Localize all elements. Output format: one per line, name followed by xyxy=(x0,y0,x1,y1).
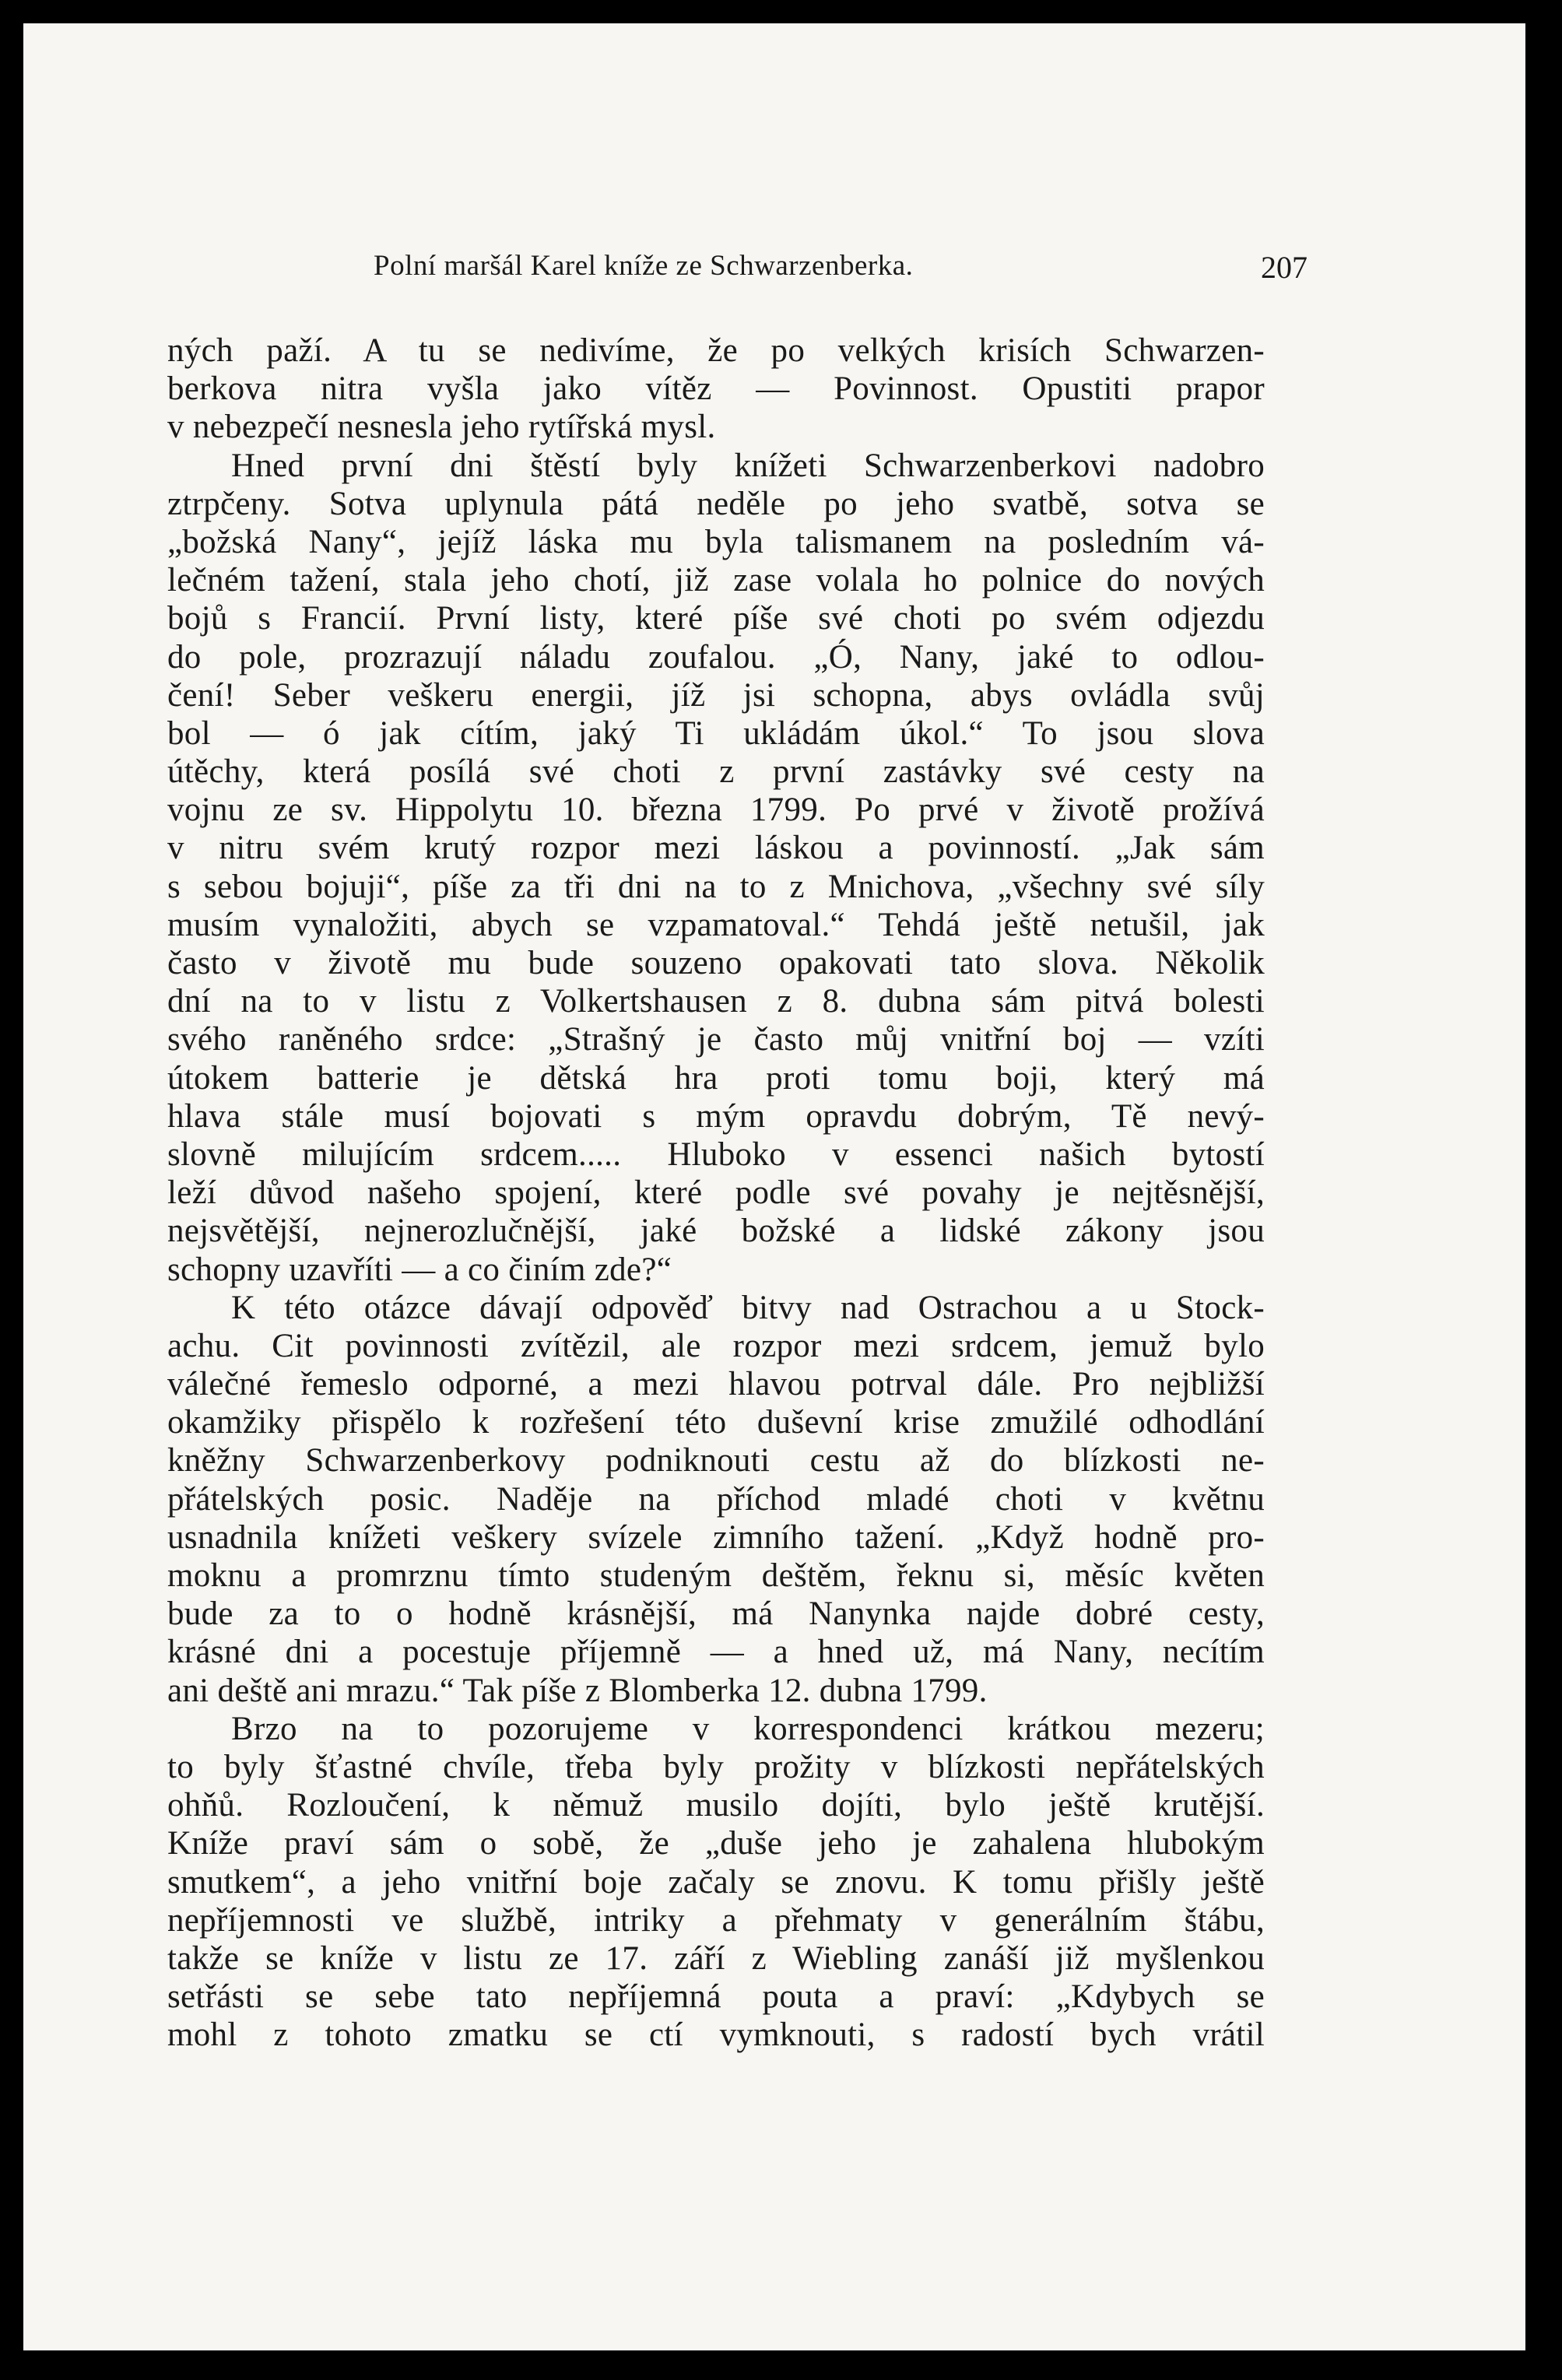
text-line: Brzo na to pozorujeme v korrespondenci krátkou mezeru; xyxy=(231,1710,1265,1747)
text-line: kněžny Schwarzenberkovy podniknouti cestu až do blízkosti ne- xyxy=(167,1442,1265,1480)
text-line: útěchy, která posílá své choti z první zastávky své cesty na xyxy=(167,753,1265,791)
text-line: moknu a promrznu tímto studeným deštěm, řeknu si, měsíc květen xyxy=(167,1557,1265,1594)
text-line: nepříjemnosti ve službě, intriky a přehmaty v generálním štábu, xyxy=(167,1901,1265,1939)
text-line: vojnu ze sv. Hippolytu 10. března 1799. Po prvé v životě prožívá xyxy=(167,792,1265,829)
text-line: bol — ó jak cítím, jaký Ti ukládám úkol.“ To jsou slova xyxy=(167,714,1265,752)
text-line: čení! Seber veškeru energii, jíž jsi schopna, abys ovládla svůj xyxy=(167,676,1265,714)
book-page xyxy=(23,23,1525,2350)
text-line: slovně milujícím srdcem..... Hluboko v essenci našich bytostí xyxy=(167,1136,1265,1173)
text-line: nejsvětější, nejnerozlučnější, jaké božské a lidské zákony jsou xyxy=(167,1213,1265,1250)
text-line: leží důvod našeho spojení, které podle své povahy je nejtěsnější, xyxy=(167,1174,1265,1212)
text-line: svého raněného srdce: „Strašný je často můj vnitřní boj — vzíti xyxy=(167,1021,1265,1058)
text-line: Hned první dni štěstí byly knížeti Schwarzenberkovi nadobro xyxy=(231,447,1265,484)
text-line: často v životě mu bude souzeno opakovati tato slova. Několik xyxy=(167,945,1265,981)
text-line: schopny uzavříti — a co činím zde?“ xyxy=(167,1251,672,1288)
text-line: v nebezpečí nesnesla jeho rytířská mysl. xyxy=(167,409,716,446)
text-line: ohňů. Rozloučení, k němuž musilo dojíti, bylo ještě krutější. xyxy=(167,1787,1265,1824)
running-title: Polní maršál Karel kníže ze Schwarzenberka. xyxy=(374,250,914,282)
text-line: okamžiky přispělo k rozřešení této duševní krise zmužilé odhodlání xyxy=(167,1404,1265,1441)
text-line: bojů s Francií. První listy, které píše své choti po svém odjezdu xyxy=(167,600,1265,637)
page-header xyxy=(374,249,1308,296)
text-line: smutkem“, a jeho vnitřní boje začaly se znovu. K tomu přišly ještě xyxy=(167,1863,1265,1901)
text-line: lečném tažení, stala jeho chotí, již zase volala ho polnice do nových xyxy=(167,562,1265,599)
text-line: musím vynaložiti, abych se vzpamatoval.“ Tehdá ještě netušil, jak xyxy=(167,906,1265,943)
text-line: ných paží. A tu se nedivíme, že po velkých krisích Schwarzen- xyxy=(167,332,1265,369)
text-line: setřásti se sebe tato nepříjemná pouta a praví: „Kdybych se xyxy=(167,1978,1265,2016)
page-number: 207 xyxy=(1261,250,1308,285)
text-line: bude za to o hodně krásnější, má Nanynka najde dobré cesty, xyxy=(167,1595,1265,1633)
text-line: přátelských posic. Naděje na příchod mladé choti v květnu xyxy=(167,1480,1265,1518)
text-line: K této otázce dávají odpověď bitvy nad Ostrachou a u Stock- xyxy=(231,1289,1265,1326)
text-line: ztrpčeny. Sotva uplynula pátá neděle po jeho svatbě, sotva se xyxy=(167,485,1265,522)
text-line: takže se kníže v listu ze 17. září z Wiebling zanáší již myšlenkou xyxy=(167,1939,1265,1977)
text-line: Kníže praví sám o sobě, že „duše jeho je zahalena hlubokým xyxy=(167,1825,1265,1862)
text-line: válečné řemeslo odporné, a mezi hlavou potrval dále. Pro nejbližší xyxy=(167,1366,1265,1403)
text-line: v nitru svém krutý rozpor mezi láskou a povinností. „Jak sám xyxy=(167,830,1265,867)
text-line: dní na to v listu z Volkertshausen z 8. dubna sám pitvá bolesti xyxy=(167,983,1265,1020)
text-line: hlava stále musí bojovati s mým opravdu dobrým, Tě nevý- xyxy=(167,1097,1265,1135)
text-line: s sebou bojuji“, píše za tři dni na to z Mnichova, „všechny své síly xyxy=(167,868,1265,905)
text-line: ani deště ani mrazu.“ Tak píše z Blomberka 12. dubna 1799. xyxy=(167,1672,988,1709)
text-line: to byly šťastné chvíle, třeba byly prožity v blízkosti nepřátelských xyxy=(167,1748,1265,1785)
text-line: „božská Nany“, jejíž láska mu byla talismanem na posledním vá- xyxy=(167,523,1265,560)
text-line: útokem batterie je dětská hra proti tomu boji, který má xyxy=(167,1059,1265,1097)
text-line: krásné dni a pocestuje příjemně — a hned už, má Nany, necítím xyxy=(167,1634,1265,1671)
text-line: mohl z tohoto zmatku se ctí vymknouti, s radostí bych vrátil xyxy=(167,2017,1265,2054)
text-line: do pole, prozrazují náladu zoufalou. „Ó, Nany, jaké to odlou- xyxy=(167,638,1265,676)
body-text xyxy=(167,332,1265,2054)
text-line: berkova nitra vyšla jako vítěz — Povinnost. Opustiti prapor xyxy=(167,370,1265,408)
text-line: achu. Cit povinnosti zvítězil, ale rozpor mezi srdcem, jemuž bylo xyxy=(167,1327,1265,1364)
text-line: usnadnila knížeti veškery svízele zimního tažení. „Když hodně pro- xyxy=(167,1518,1265,1556)
